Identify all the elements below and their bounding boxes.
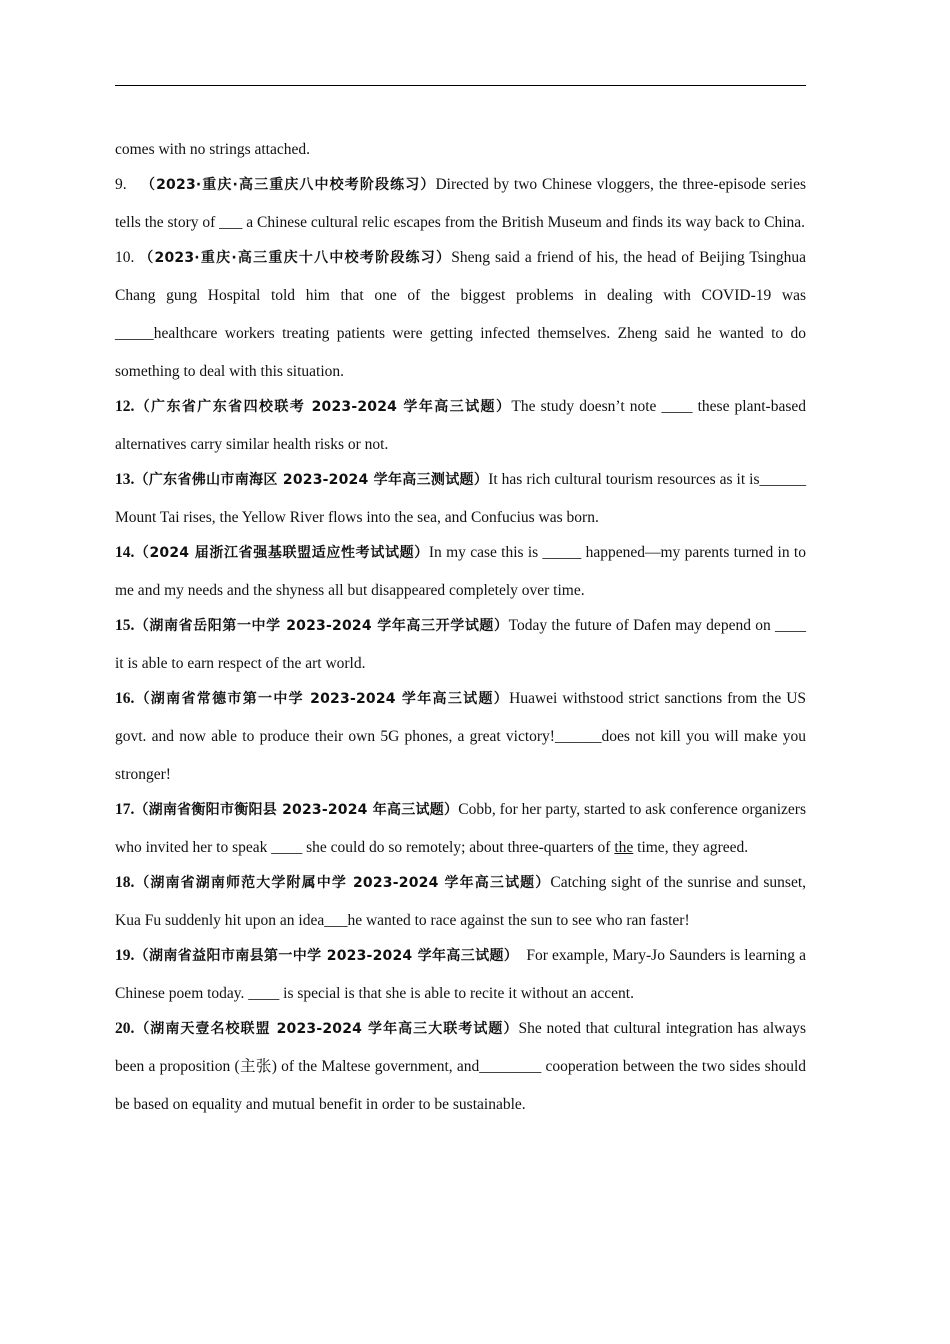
question-text: The study doesn’t note ____ these plant-based alternatives carry similar health risks or not.	[115, 398, 807, 453]
question-15	[115, 607, 806, 683]
question-source: （湖南省衡阳市衡阳县 2023-2024 年高三试题）	[134, 802, 459, 818]
question-number: 12.	[115, 398, 135, 415]
question-source: （2023·重庆·高三重庆八中校考阶段练习）	[141, 177, 436, 193]
header-rule	[115, 85, 806, 86]
question-source: （2024 届浙江省强基联盟适应性考试试题）	[134, 545, 429, 561]
question-number: 18.	[115, 874, 135, 891]
question-source: （广东省佛山市南海区 2023-2024 学年高三测试题）	[134, 472, 489, 488]
question-10	[115, 239, 806, 391]
question-12	[115, 388, 806, 464]
question-number: 16.	[115, 690, 135, 707]
question-text-end: time, they agreed.	[633, 839, 749, 856]
question-text: Catching sight of the sunrise and sunset, Kua Fu suddenly hit upon an idea___he wanted to race against the sun to see who ran faster!	[115, 874, 807, 929]
question-16	[115, 680, 806, 794]
question-text: It has rich cultural tourism resources as it is______ Mount Tai rises, the Yellow River flows into the sea, and Confucius was born.	[115, 471, 806, 526]
document-body	[115, 131, 806, 1124]
question-text: Today the future of Dafen may depend on ____ it is able to earn respect of the art world.	[115, 617, 806, 672]
question-source: （湖南省益阳市南县第一中学 2023-2024 学年高三试题）	[134, 948, 519, 964]
question-number: 15.	[115, 617, 135, 634]
question-number: 14.	[115, 544, 135, 561]
question-source: （湖南省常德市第一中学 2023-2024 学年高三试题）	[134, 691, 510, 707]
question-number: 10.	[115, 249, 135, 266]
question-text: For example, Mary-Jo Saunders is learning a Chinese poem today. ____ is special is that she is able to recite it without an accent.	[115, 947, 806, 1002]
question-text: Cobb, for her party, started to ask conference organizers who invited her to speak ____ she could do so remotely; about three-quarters of	[115, 801, 807, 856]
question-19	[115, 937, 806, 1013]
question-9	[115, 166, 806, 242]
question-17	[115, 791, 806, 867]
question-number: 20.	[115, 1020, 135, 1037]
question-text: She noted that cultural integration has always been a proposition (主张) of the Maltese government, and________ cooperation between the two sides should be based on equality and mutual benefit in order to be sustainable.	[115, 1020, 806, 1113]
question-source: （湖南省湖南师范大学附属中学 2023-2024 学年高三试题）	[134, 875, 551, 891]
question-number: 19.	[115, 947, 135, 964]
question-source: （2023·重庆·高三重庆十八中校考阶段练习）	[139, 250, 452, 266]
question-text: Huawei withstood strict sanctions from the US govt. and now able to produce their own 5G phones, a great victory!______does not kill you will make you stronger!	[115, 690, 807, 783]
question-number: 13.	[115, 471, 135, 488]
continuation-text: comes with no strings attached.	[115, 141, 310, 158]
question-text: In my case this is _____ happened—my parents turned in to me and my needs and the shyness all but disappeared completely over time.	[115, 544, 806, 599]
question-text: Directed by two Chinese vloggers, the three-episode series tells the story of ___ a Chinese cultural relic escapes from the British Museum and finds its way back to China.	[115, 176, 807, 231]
question-number: 17.	[115, 801, 135, 818]
question-source: （湖南天壹名校联盟 2023-2024 学年高三大联考试题）	[134, 1021, 519, 1037]
question-13	[115, 461, 806, 537]
underlined-word: the	[614, 839, 634, 856]
question-14	[115, 534, 806, 610]
question-text: Sheng said a friend of his, the head of Beijing Tsinghua Chang gung Hospital told him that one of the biggest problems in dealing with COVID-19 was _____healthcare workers treating patients were getting infected themselves. Zheng said he wanted to do something to deal with this situation.	[115, 249, 806, 380]
question-20	[115, 1010, 806, 1124]
question-source: （湖南省岳阳第一中学 2023-2024 学年高三开学试题）	[134, 618, 509, 634]
question-number: 9.	[115, 176, 127, 193]
question-source: （广东省广东省四校联考 2023-2024 学年高三试题）	[134, 399, 512, 415]
question-18	[115, 864, 806, 940]
